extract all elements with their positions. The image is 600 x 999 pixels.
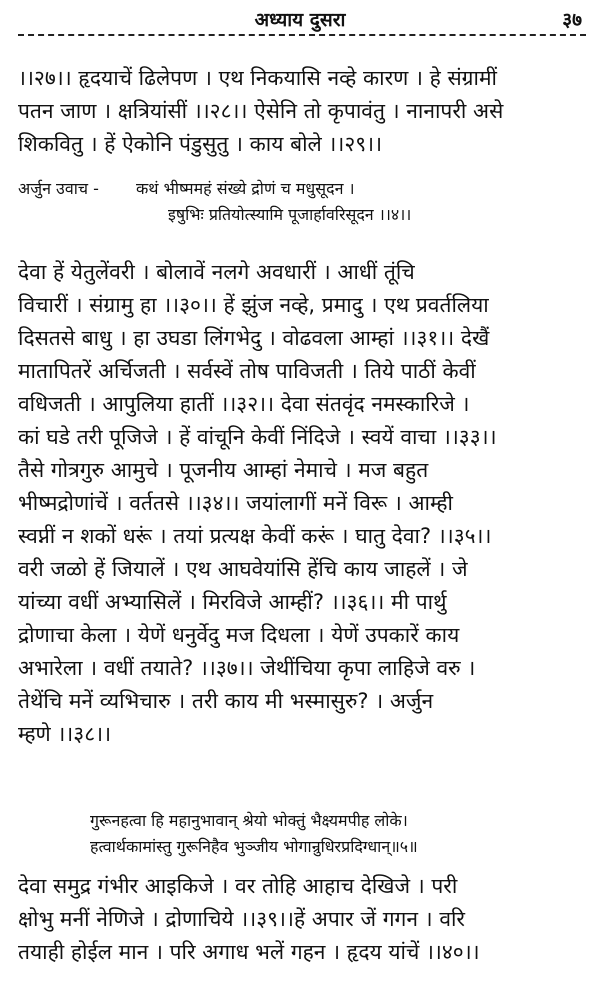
page-number: ३७ (562, 9, 582, 31)
text-line: तयाही होईल मान । परि अगाध भलें गहन । हृदय यांचें ।।४०।। (18, 940, 480, 964)
text-line: शिकवितु । हें ऐकोनि पंडुसुतु । काय बोले ।।२९।। (18, 132, 383, 156)
text-line: भीष्मद्रोणांचें । वर्ततसे ।।३४।। जयांलागीं मनें विरू । आम्ही (18, 491, 453, 515)
text-line: अभारेला । वधीं तयाते? ।।३७।। जेथींचिया कृपा लाहिजे वरु । (18, 656, 476, 680)
verse-text: इषुभिः प्रतियोत्स्यामि पूजार्हावरिसूदन ।।४।। (168, 205, 412, 224)
text-line: वधिजती । आपुलिया हातीं ।।३२।। देवा संतवृंद नमस्कारिजे । (18, 392, 470, 416)
verse-line (18, 202, 588, 228)
text-line: मातापितरें अर्चिजती । सर्वस्वें तोष पाविजती । तिये पाठीं केवीं (18, 359, 476, 383)
chapter-title: अध्याय दुसरा (254, 9, 346, 31)
text-line: तैसे गोत्रगुरु आमुचे । पूजनीय आम्हां नेमाचे । मज बहुत (18, 458, 429, 482)
text-line: ।।२७।। हृदयाचें ढिलेपण । एथ निकयासि नव्हे कारण । हे संग्रामीं (18, 66, 497, 90)
verse-line: हत्वार्थकामांस्तु गुरूनिहैव भुञ्जीय भोगान्रुधिरप्रदिग्धान्॥५॥ (90, 837, 418, 856)
paragraph-verses-27-29 (18, 62, 588, 161)
text-line: विचारीं । संग्रामु हा ।।३०।। हें झुंज नव्हे, प्रमादु । एथ प्रवर्तलिया (18, 293, 489, 317)
text-line: वरी जळो हें जियालें । एथ आघवेयांसि हेंचि काय जाहलें । जे (18, 557, 468, 581)
sanskrit-verse-4 (18, 176, 588, 228)
verse-line: गुरूनहत्वा हि महानुभावान् श्रेयो भोक्तुं भैक्ष्यमपीह लोके। (90, 811, 408, 830)
text-line: स्वप्नीं न शकों धरूं । तयां प्रत्यक्ष केवीं करूं । घातु देवा? ।।३५।। (18, 524, 492, 548)
text-line: द्रोणाचा केला । येणें धनुर्वेदु मज दिधला । येणें उपकारें काय (18, 623, 460, 647)
text-line: यांच्या वधीं अभ्यासिलें । मिरविजे आम्हीं? ।।३६।। मी पार्थु (18, 590, 447, 614)
text-line: देवा हें येतुलेंवरी । बोलावें नलगे अवधारीं । आधीं तूंचि (18, 260, 415, 284)
text-line: म्हणे ।।३८।। (18, 722, 112, 746)
text-line: पतन जाण । क्षत्रियांसीं ।।२८।। ऐसेनि तो कृपावंतु । नानापरी असे (18, 99, 504, 123)
page-header (0, 0, 600, 40)
verse-text: कथं भीष्ममहं संख्ये द्रोणं च मधुसूदन । (136, 179, 355, 198)
text-line: दिसतसे बाधु । हा उघडा लिंगभेदु । वोढवला आम्हां ।।३१।। देखैं (18, 326, 490, 350)
text-line: कां घडे तरी पूजिजे । हें वांचूनि केवीं निंदिजे । स्वयें वाचा ।।३३।। (18, 425, 497, 449)
paragraph-verses-30-38 (18, 256, 588, 751)
paragraph-verses-39-40 (18, 870, 588, 969)
header-divider (18, 34, 586, 36)
sanskrit-verse-5 (18, 808, 588, 860)
verse-line (18, 176, 588, 202)
text-line: तेथेंचि मनें व्यभिचारु । तरी काय मी भस्मासुरु? । अर्जुन (18, 689, 434, 713)
text-line: क्षोभु मनीं नेणिजे । द्रोणाचिये ।।३९।।हें अपार जें गगन । वरि (18, 907, 466, 931)
text-line: देवा समुद्र गंभीर आइकिजे । वर तोहि आहाच देखिजे । परी (18, 874, 458, 898)
speaker-label: अर्जुन उवाच - (18, 179, 99, 198)
